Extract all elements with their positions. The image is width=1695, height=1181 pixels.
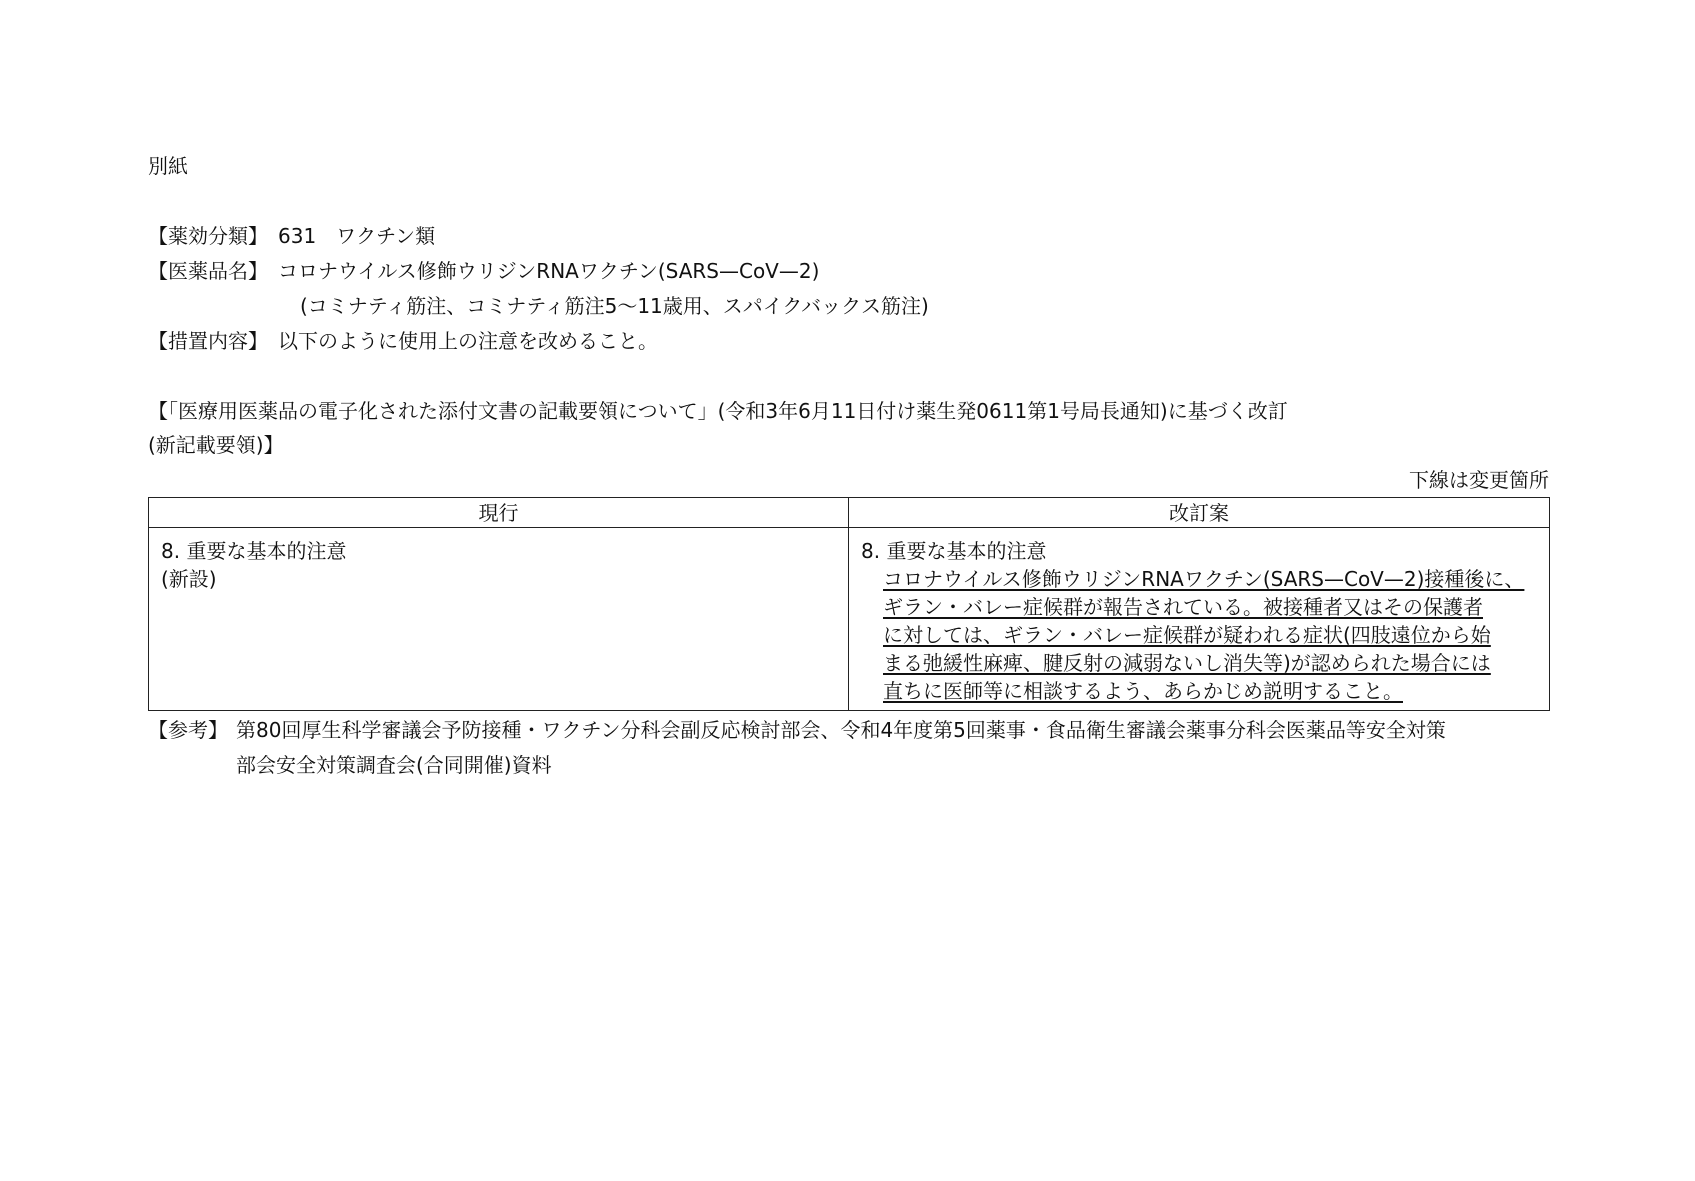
reference-line-2: 部会安全対策調査会(合同開催)資料 xyxy=(236,753,552,777)
comparison-table xyxy=(148,497,1550,711)
revised-line: コロナウイルス修飾ウリジンRNAワクチン(SARS—CoV—2)接種後に、 xyxy=(883,567,1525,591)
current-cell xyxy=(149,528,849,711)
info-row-measure xyxy=(148,331,658,351)
basis-line-2: (新記載要領)】 xyxy=(148,433,284,457)
info-value: コロナウイルス修飾ウリジンRNAワクチン(SARS—CoV—2) xyxy=(278,259,820,283)
revised-line: に対しては、ギラン・バレー症候群が疑われる症状(四肢遠位から始 xyxy=(883,623,1491,647)
current-heading: 8. 重要な基本的注意 xyxy=(161,539,347,563)
header-revised: 改訂案 xyxy=(849,498,1550,528)
revised-line: ギラン・バレー症候群が報告されている。被接種者又はその保護者 xyxy=(883,595,1483,619)
table-row xyxy=(149,528,1550,711)
info-value: (コミナティ筋注、コミナティ筋注5～11歳用、スパイクバックス筋注) xyxy=(300,294,929,318)
reference-line-1 xyxy=(148,720,1446,740)
revised-cell xyxy=(849,528,1550,711)
header-current: 現行 xyxy=(149,498,849,528)
attachment-label: 別紙 xyxy=(148,154,188,178)
info-row-classification xyxy=(148,226,435,246)
current-text: (新設) xyxy=(161,567,217,591)
info-row-brand-names xyxy=(300,296,929,316)
info-label: 【医薬品名】 xyxy=(148,259,268,283)
underline-note: 下線は変更箇所 xyxy=(1409,468,1549,492)
reference-text: 第80回厚生科学審議会予防接種・ワクチン分科会副反応検討部会、令和4年度第5回薬事・食品衛生審議会薬事分科会医薬品等安全対策 xyxy=(236,718,1446,742)
info-value: 631 ワクチン類 xyxy=(278,224,436,248)
info-label: 【薬効分類】 xyxy=(148,224,268,248)
reference-label: 【参考】 xyxy=(148,718,228,742)
table-header-row xyxy=(149,498,1550,528)
revised-line: 直ちに医師等に相談するよう、あらかじめ説明すること。 xyxy=(883,679,1403,703)
revised-heading: 8. 重要な基本的注意 xyxy=(861,539,1047,563)
revised-line: まる弛緩性麻痺、腱反射の減弱ないし消失等)が認められた場合には xyxy=(883,651,1491,675)
info-value: 以下のように使用上の注意を改めること。 xyxy=(278,329,658,353)
info-label: 【措置内容】 xyxy=(148,329,268,353)
info-row-drug-name xyxy=(148,261,819,281)
basis-line-1: 【「医療用医薬品の電子化された添付文書の記載要領について」(令和3年6月11日付け薬生発0611第1号局長通知)に基づく改訂 xyxy=(148,399,1288,423)
revised-text xyxy=(861,565,1549,705)
